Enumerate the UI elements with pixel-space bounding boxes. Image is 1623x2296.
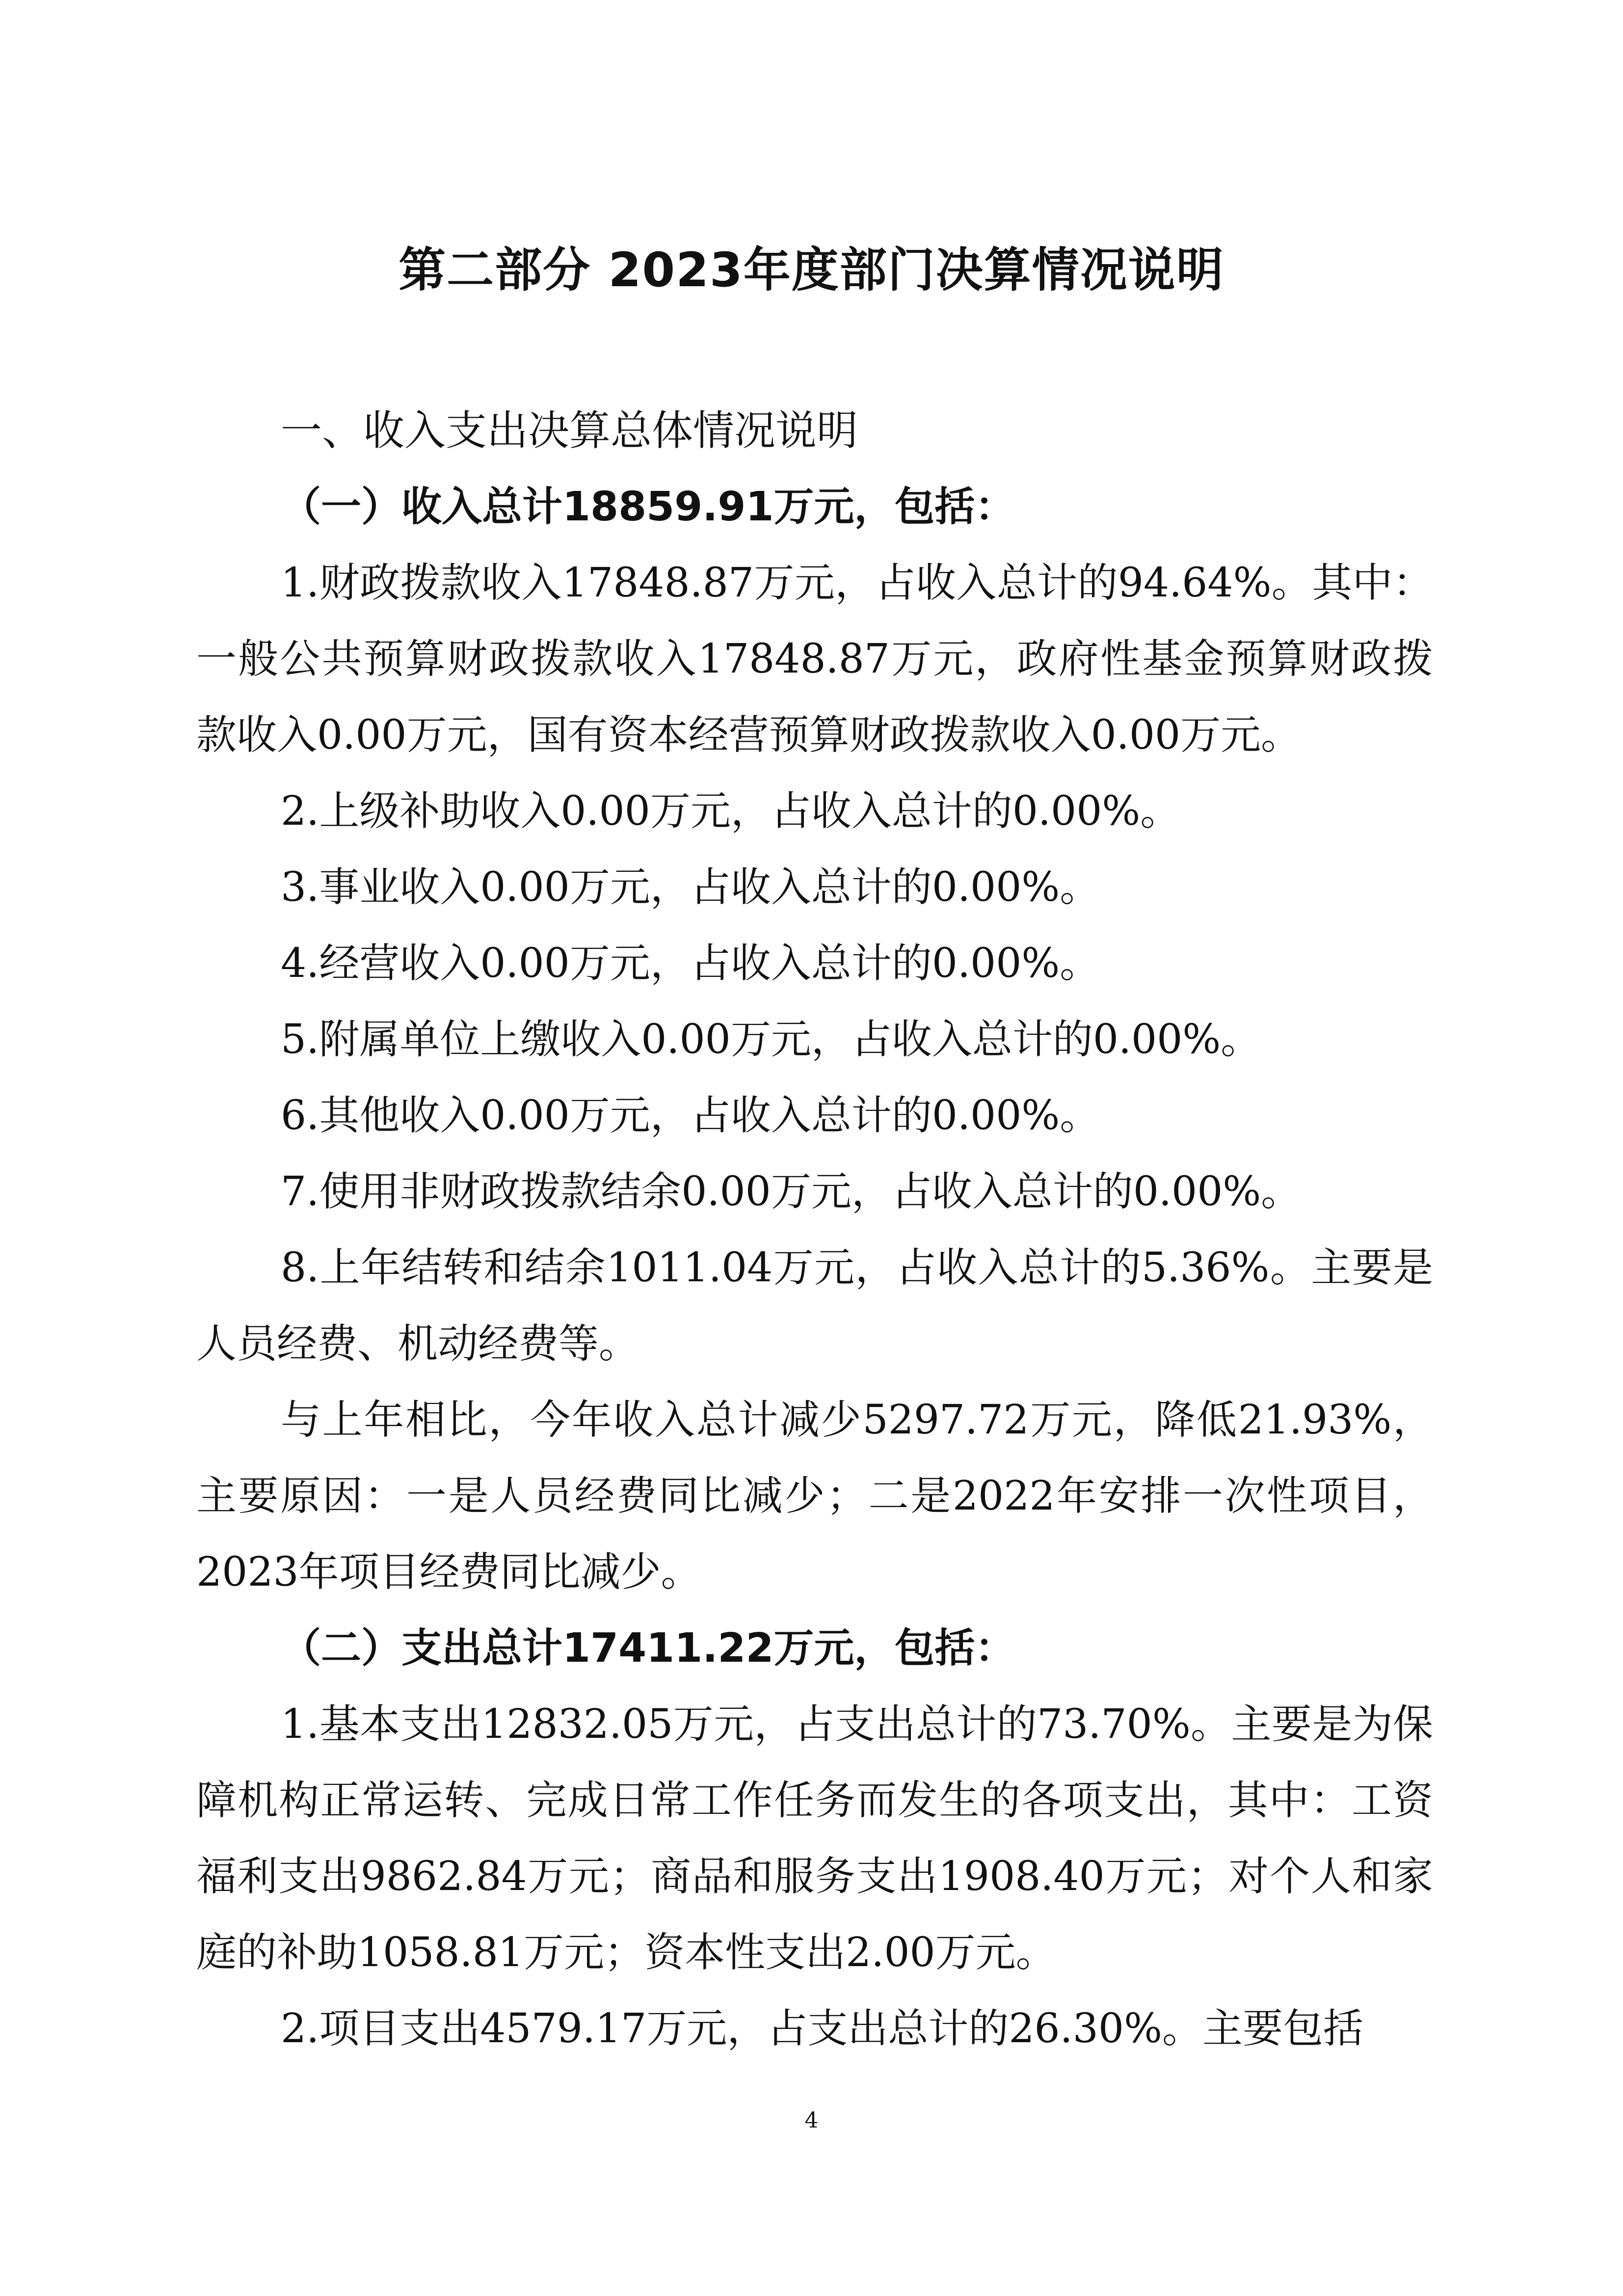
income-item-non-fiscal-balance: 7.使用非财政拨款结余0.00万元，占收入总计的0.00%。 bbox=[281, 1168, 1302, 1215]
expenditure-total-heading: （二）支出总计17411.22万元，包括： bbox=[281, 1625, 1015, 1672]
expenditure-item-project: 2.项目支出4579.17万元，占支出总计的26.30%。主要包括 bbox=[281, 2005, 1363, 2052]
page-number: 4 bbox=[804, 2108, 819, 2133]
section-heading-income-expenditure: 一、收入支出决算总体情况说明 bbox=[281, 406, 858, 455]
expenditure-item-basic: 1.基本支出12832.05万元，占支出总计的73.70%。主要是为保障机构正常运转、完成日常工作任务而发生的各项支出，其中：工资福利支出9862.84万元；商品和服务支出1908.40万元；对个人和家庭的补助1058.81万元；资本性支出2.00万元。 bbox=[196, 1701, 1433, 1976]
income-item-operating: 4.经营收入0.00万元，占收入总计的0.00%。 bbox=[281, 940, 1100, 987]
page-title: 第二部分 2023年度部门决算情况说明 bbox=[399, 243, 1224, 297]
income-item-carryover: 8.上年结转和结余1011.04万元，占收入总计的5.36%。主要是人员经费、机动经费等。 bbox=[196, 1244, 1433, 1367]
income-item-superior-subsidy: 2.上级补助收入0.00万元，占收入总计的0.00%。 bbox=[281, 788, 1181, 835]
income-item-other: 6.其他收入0.00万元，占收入总计的0.00%。 bbox=[281, 1092, 1100, 1139]
income-item-fiscal-appropriation: 1.财政拨款收入17848.87万元，占收入总计的94.64%。其中：一般公共预算财政拨款收入17848.87万元，政府性基金预算财政拨款收入0.00万元，国有资本经营预算财政拨款收入0.00万元。 bbox=[196, 560, 1433, 758]
document-body bbox=[196, 393, 1433, 2067]
income-total-heading: （一）收入总计18859.91万元，包括： bbox=[281, 484, 1015, 530]
income-item-subsidiary-remittance: 5.附属单位上缴收入0.00万元，占收入总计的0.00%。 bbox=[281, 1016, 1261, 1063]
income-year-comparison: 与上年相比，今年收入总计减少5297.72万元，降低21.93%，主要原因：一是人员经费同比减少；二是2022年安排一次性项目，2023年项目经费同比减少。 bbox=[196, 1397, 1433, 1595]
income-item-operation-business: 3.事业收入0.00万元，占收入总计的0.00%。 bbox=[281, 864, 1100, 911]
